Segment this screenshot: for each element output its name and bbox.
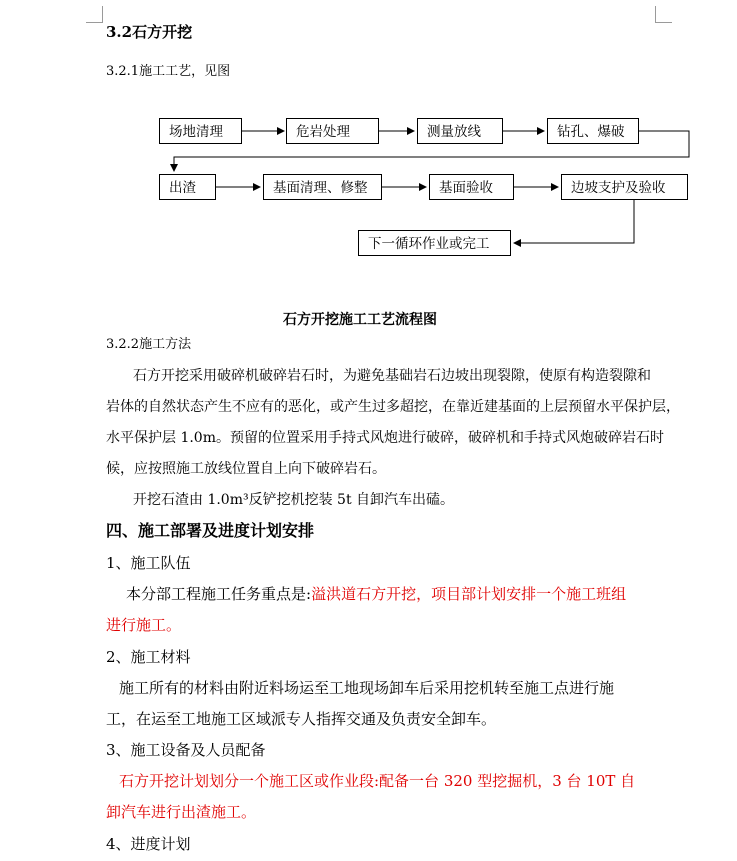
team-line-2: 进行施工。 (106, 616, 182, 634)
material-heading: 2、施工材料 (106, 648, 191, 666)
flow-step-drilling: 钻孔、爆破 (547, 118, 639, 144)
method-paragraph-line-2: 岩体的自然状态产生不应有的恶化，或产生过多超挖，在靠近建基面的上层预留水平保护层， (106, 399, 680, 415)
flow-step-next-cycle: 下一循环作业或完工 (358, 230, 511, 256)
method-paragraph-line-1: 石方开挖采用破碎机破碎岩石时，为避免基础岩石边坡出现裂隙，使原有构造裂隙和 (133, 368, 651, 384)
flow-step-survey: 测量放线 (417, 118, 503, 144)
subsection-3-2-2: 3.2.2施工方法 (106, 337, 192, 352)
arrow-8-final (514, 200, 634, 243)
method-paragraph-2: 开挖石渣由 1.0m³反铲挖机挖装 5t 自卸汽车出磕。 (133, 492, 455, 508)
flow-step-base-acceptance: 基面验收 (429, 174, 514, 200)
team-heading: 1、施工队伍 (106, 554, 191, 572)
team-line-1-highlight: 溢洪道石方开挖，项目部计划安排一个施工班组 (311, 585, 627, 603)
flowchart-caption: 石方开挖施工工艺流程图 (283, 312, 437, 328)
material-line-2: 工，在运至工地施工区域派专人指挥交通及负责安全卸车。 (106, 710, 497, 728)
equipment-line-2: 卸汽车进行出渣施工。 (106, 803, 257, 821)
flow-step-base-cleaning: 基面清理、修整 (263, 174, 382, 200)
flow-step-site-clearing: 场地清理 (159, 118, 242, 144)
material-line-1: 施工所有的材料由附近料场运至工地现场卸车后采用挖机转至施工点进行施 (119, 679, 615, 697)
team-line-1-lead: 本分部工程施工任务重点是: (126, 585, 312, 603)
chapter-4-title: 四、施工部署及进度计划安排 (106, 521, 315, 540)
method-paragraph-line-4: 候，应按照施工放线位置自上向下破碎岩石。 (106, 461, 386, 477)
method-paragraph-line-3: 水平保护层 1.0m。预留的位置采用手持式风炮进行破碎，破碎机和手持式风炮破碎岩石时 (106, 430, 664, 446)
flow-step-mucking: 出渣 (159, 174, 216, 200)
section-title: 3.2石方开挖 (106, 23, 193, 41)
equipment-heading: 3、施工设备及人员配备 (106, 741, 266, 759)
flow-step-hazard-rock: 危岩处理 (286, 118, 379, 144)
schedule-heading: 4、进度计划 (106, 835, 191, 853)
equipment-line-1: 石方开挖计划划分一个施工区或作业段:配备一台 320 型挖掘机，3 台 10T 自 (119, 772, 636, 790)
team-line-1 (126, 584, 626, 604)
subsection-3-2-1: 3.2.1施工工艺，见图 (106, 64, 231, 79)
flow-step-slope-support: 边坡支护及验收 (561, 174, 688, 200)
